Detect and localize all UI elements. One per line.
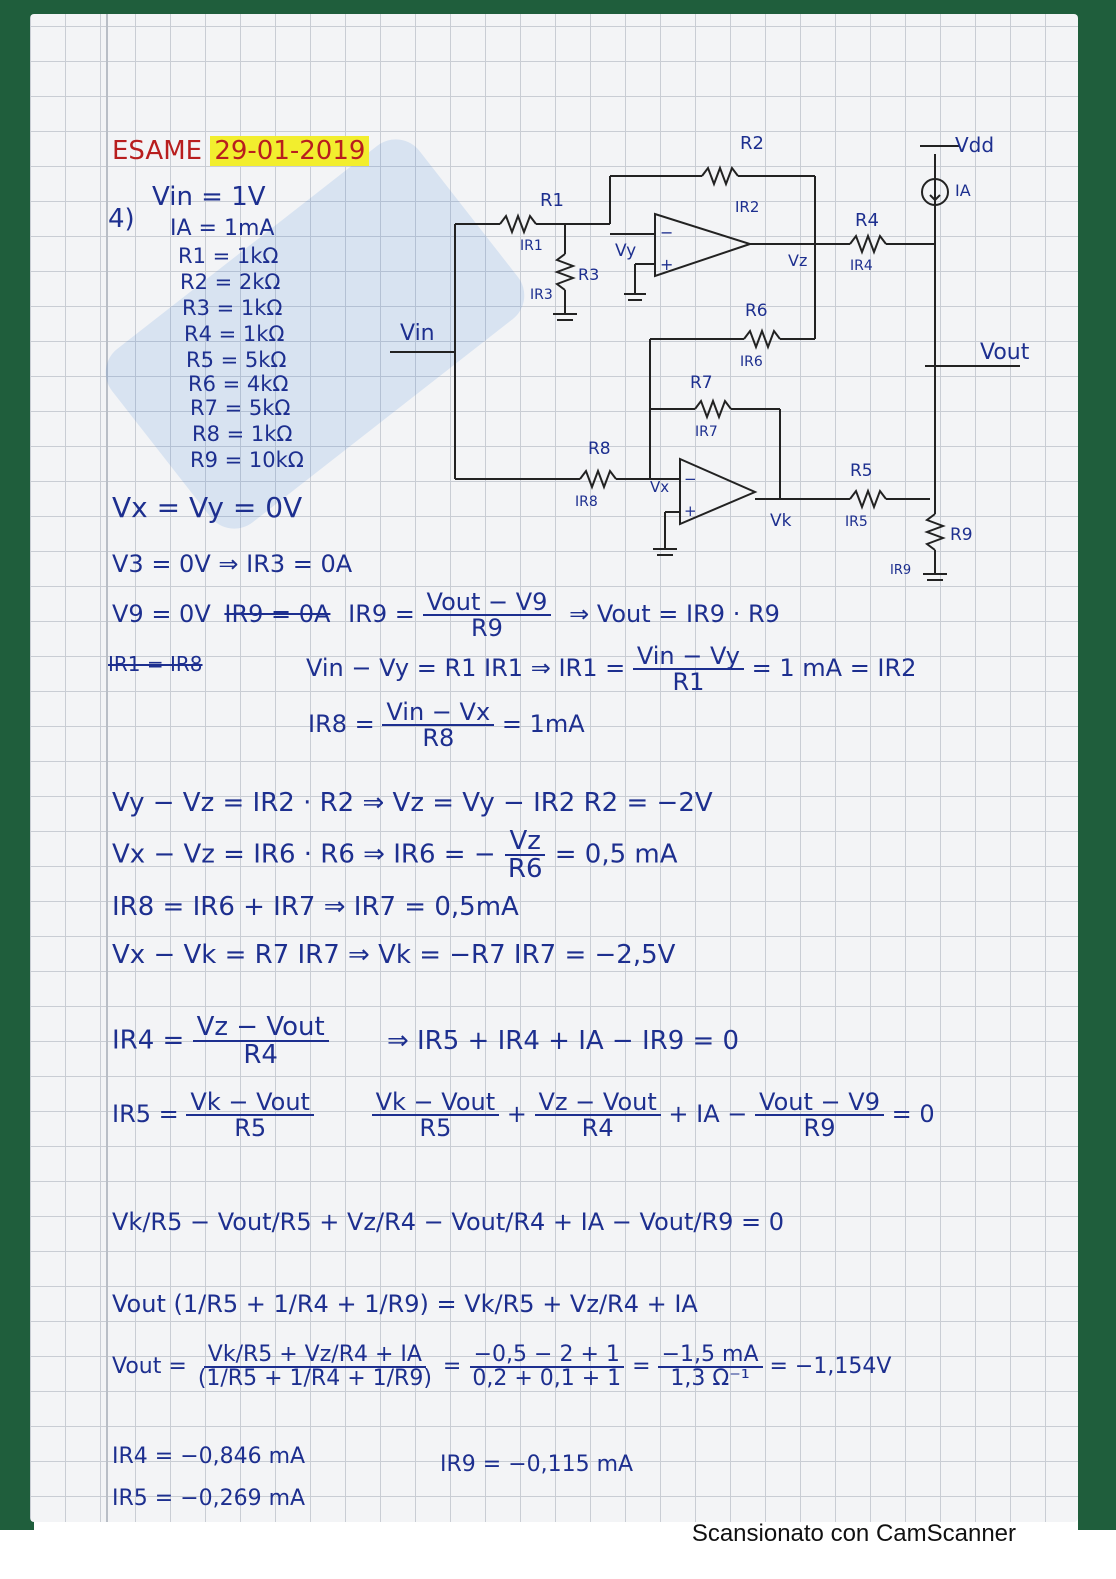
given-r9: R9 = 10kΩ	[190, 448, 304, 472]
given-r2: R2 = 2kΩ	[180, 270, 281, 294]
label-ir5: IR5	[845, 514, 868, 530]
problem-number: 4)	[108, 204, 135, 234]
opamp2-minus: −	[684, 470, 697, 488]
binder-right	[1078, 0, 1116, 1530]
camscanner-footer: Scansionato con CamScanner	[691, 1520, 1016, 1547]
label-r6: R6	[745, 301, 768, 321]
label-ir4: IR4	[850, 258, 873, 274]
margin-line	[106, 14, 108, 1522]
sol-line-17: IR5 = −0,269 mA	[112, 1486, 306, 1511]
sol-line-15: IR4 = −0,846 mA	[112, 1444, 306, 1469]
ir8-fraction: $\frac{\text{Vin − Vx}}{R8}$	[382, 700, 494, 750]
sol-line-10: IR4 = $\frac{\text{Vz − Vout}}{R4}$ ⇒ IR5 + IR4 + IA − IR9 = 0	[112, 1012, 740, 1070]
label-r9: R9	[950, 525, 973, 545]
label-vdd: Vdd	[955, 133, 995, 157]
vout-result-fraction: $\frac{-1,5 mA}{\text{1,3 Ω⁻¹}}$	[658, 1344, 763, 1390]
struck-ir1-ir8: IR1 = IR8	[108, 652, 203, 676]
label-vin: Vin	[400, 321, 435, 346]
given-r5: R5 = 5kΩ	[186, 348, 287, 372]
exam-date: 29-01-2019	[210, 136, 369, 166]
given-r3: R3 = 1kΩ	[182, 296, 283, 320]
sol-line-16: IR9 = −0,115 mA	[440, 1452, 634, 1477]
label-ir1: IR1	[520, 238, 543, 254]
given-vin: Vin = 1V	[152, 182, 266, 212]
given-r1: R1 = 1kΩ	[178, 244, 279, 268]
binder-left	[0, 0, 34, 1530]
label-ir3: IR3	[530, 287, 553, 303]
sol-line-9: Vx − Vk = R7 IR7 ⇒ Vk = −R7 IR7 = −2,5V	[112, 940, 676, 970]
ir9-label: IR9 =	[348, 600, 415, 628]
sol-line-6: Vy − Vz = IR2 · R2 ⇒ Vz = Vy − IR2 R2 = −2V	[112, 788, 713, 818]
label-r4: R4	[855, 210, 879, 231]
vout-numeric-fraction: $\frac{-0,5 - 2 + 1}{0,2 + 0,1 + 1}$	[468, 1344, 625, 1390]
ir6-fraction: $\frac{Vz}{R6}$	[504, 828, 547, 882]
label-vk: Vk	[770, 511, 792, 531]
label-ir7: IR7	[695, 424, 718, 440]
sol-line-7: Vx − Vz = IR6 · R6 ⇒ IR6 = − $\frac{Vz}{R6}$ = 0,5 mA	[112, 826, 678, 884]
ir1-fraction: $\frac{\text{Vin − Vy}}{R1}$	[633, 644, 744, 694]
label-ir2: IR2	[735, 198, 760, 216]
notebook-page	[30, 14, 1078, 1522]
sol-line-2: V3 = 0V ⇒ IR3 = 0A	[112, 550, 353, 578]
label-ir8: IR8	[575, 494, 598, 510]
label-ir6: IR6	[740, 354, 763, 370]
circuit-diagram	[360, 104, 1040, 604]
vout-ir9: ⇒ Vout = IR9 · R9	[569, 600, 780, 628]
opamp1-minus: −	[660, 223, 674, 242]
label-r2: R2	[740, 133, 764, 154]
given-r8: R8 = 1kΩ	[192, 422, 293, 446]
label-vout: Vout	[980, 340, 1030, 365]
sol-line-5: IR8 = $\frac{\text{Vin − Vx}}{R8}$ = 1mA	[308, 698, 585, 752]
exam-title	[112, 138, 369, 164]
ir9-fraction: $\frac{\text{Vout − V9}}{R9}$	[423, 590, 552, 640]
sol-line-12: Vk/R5 − Vout/R5 + Vz/R4 − Vout/R4 + IA − Vout/R9 = 0	[112, 1208, 785, 1236]
label-vy: Vy	[615, 241, 637, 261]
struck-ir9: IR9 = 0A	[224, 600, 331, 628]
sol-line-11: IR5 = $\frac{\text{Vk − Vout}}{R5}$ $\frac{\text{Vk − Vout}}{R5}$ + $\frac{\text{Vz − Vout}}{R4}$ + IA − $\frac{\text{Vout − V9}}{R9}$ = 0	[112, 1088, 935, 1142]
sol-line-14: Vout = $\frac{Vk/R5 + Vz/R4 + IA}{(1/R5 + 1/R4 + 1/R9)}$ = $\frac{-0,5 - 2 + 1}{0,2 + 0,1 + 1}$ = $\frac{-1,5 mA}{\text{1,3 Ω⁻¹}}$ = −1,154V	[112, 1342, 892, 1391]
sol-line-13: Vout (1/R5 + 1/R4 + 1/R9) = Vk/R5 + Vz/R4 + IA	[112, 1290, 698, 1318]
label-ir9: IR9	[890, 563, 912, 578]
v9-eq: V9 = 0V	[112, 600, 211, 628]
sol-line-3	[112, 590, 780, 640]
sol-line-1: Vx = Vy = 0V	[112, 491, 303, 524]
label-ia: IA	[955, 181, 971, 200]
opamp2-plus: +	[684, 502, 697, 520]
vout-fraction: $\frac{Vk/R5 + Vz/R4 + IA}{(1/R5 + 1/R4 + 1/R9)}$	[197, 1342, 432, 1391]
label-r3: R3	[578, 265, 600, 284]
kcl-term-1: $\frac{\text{Vk − Vout}}{R5}$	[372, 1090, 500, 1140]
label-r7: R7	[690, 373, 713, 393]
label-r1: R1	[540, 190, 564, 211]
kcl-term-2: $\frac{\text{Vz − Vout}}{R4}$	[535, 1090, 661, 1140]
exam-label: ESAME	[112, 136, 203, 166]
ir5-fraction: $\frac{\text{Vk − Vout}}{R5}$	[186, 1090, 314, 1140]
opamp1-plus: +	[660, 255, 674, 274]
ir4-fraction: $\frac{\text{Vz − Vout}}{R4}$	[193, 1014, 329, 1068]
label-r5: R5	[850, 461, 873, 481]
given-ia: IA = 1mA	[170, 216, 275, 241]
given-r7: R7 = 5kΩ	[190, 396, 291, 420]
kcl-term-3: $\frac{\text{Vout − V9}}{R9}$	[755, 1090, 884, 1140]
sol-line-8: IR8 = IR6 + IR7 ⇒ IR7 = 0,5mA	[112, 892, 519, 922]
given-r6: R6 = 4kΩ	[188, 372, 289, 396]
given-r4: R4 = 1kΩ	[184, 322, 285, 346]
sol-line-4: Vin − Vy = R1 IR1 ⇒ IR1 = $\frac{\text{Vin − Vy}}{R1}$ = 1 mA = IR2	[306, 642, 917, 696]
label-vx: Vx	[650, 478, 670, 496]
label-r8: R8	[588, 439, 611, 459]
label-vz: Vz	[788, 251, 808, 270]
